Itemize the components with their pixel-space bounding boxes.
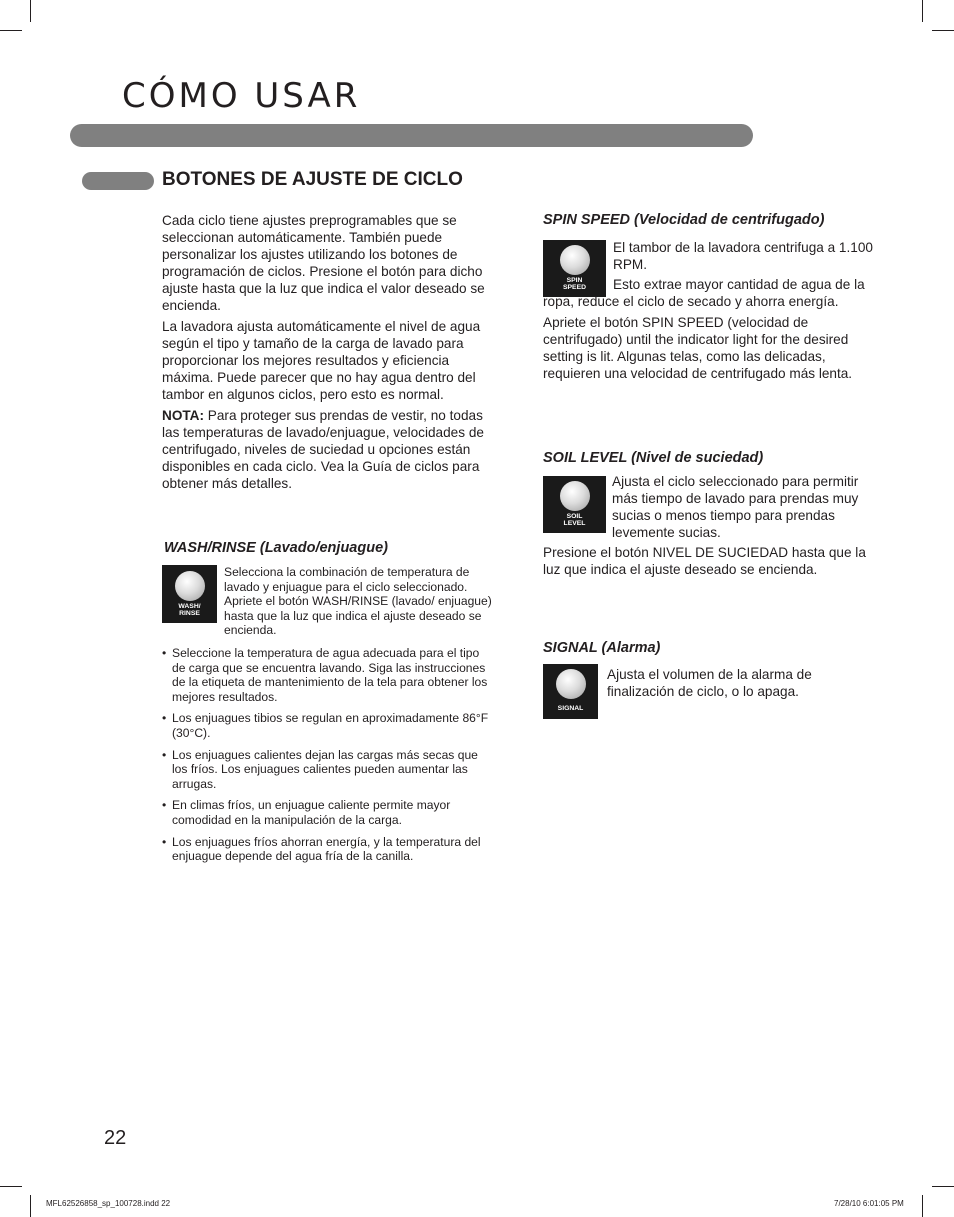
signal-description: Ajusta el volumen de la alarma de finalización de ciclo, o lo apaga.: [607, 667, 812, 699]
crop-mark: [922, 1195, 923, 1217]
crop-mark: [922, 0, 923, 22]
section-marker: [82, 172, 154, 190]
header-bar: [70, 124, 753, 147]
spin-speed-paragraph-1: El tambor de la lavadora centrifuga a 1.100 RPM.: [613, 240, 873, 272]
wash-rinse-button: [162, 565, 217, 623]
signal-button: [543, 664, 598, 719]
section-title: BOTONES DE AJUSTE DE CICLO: [162, 169, 463, 190]
signal-button-label: SIGNAL: [557, 705, 584, 712]
note-label: NOTA:: [162, 408, 205, 423]
crop-mark: [0, 1186, 22, 1187]
crop-mark: [932, 30, 954, 31]
intro-text: [162, 212, 502, 492]
list-item: • Los enjuagues tibios se regulan en aproximadamente 86°F (30°C).: [162, 711, 496, 740]
page-title: CÓMO USAR: [122, 76, 361, 116]
spin-speed-paragraph-2: Esto extrae mayor cantidad de agua de la ropa, reduce el ciclo de secado y ahorra energía.: [543, 277, 865, 309]
list-item: • Seleccione la temperatura de agua adecuada para el tipo de carga que se encuentra lavando. Siga las instrucciones de la etiqueta de mantenimiento de la tela para obtener los mejores resultados.: [162, 646, 496, 704]
knob-icon: [556, 669, 586, 699]
intro-paragraph-2: La lavadora ajusta automáticamente el nivel de agua según el tipo y tamaño de la carga de lavado para proporcionar los mejores resultados y eficiencia máxima. Puede parecer que no hay agua dentro del tambor en algunos ciclos, pero esto es normal.: [162, 319, 481, 402]
note-text: Para proteger sus prendas de vestir, no todas las temperaturas de lavado/enjuague, velocidades de centrifugado, niveles de suciedad u opciones están disponibles en cada ciclo. Vea la Guía de ciclos para obtener más detalles.: [162, 408, 484, 491]
soil-level-heading: SOIL LEVEL (Nivel de suciedad): [543, 450, 764, 466]
wash-rinse-bullets: [162, 646, 496, 871]
soil-level-description: Ajusta el ciclo seleccionado para permitir más tiempo de lavado para prendas muy sucias o menos tiempo para prendas levemente sucias.: [612, 474, 859, 540]
spin-speed-text: [543, 239, 873, 382]
list-item: • Los enjuagues calientes dejan las cargas más secas que los fríos. Los enjuagues calientes pueden aumentar las arrugas.: [162, 748, 496, 792]
spin-speed-button-label: SPIN SPEED: [562, 277, 587, 292]
crop-mark: [932, 1186, 954, 1187]
crop-mark: [30, 1195, 31, 1217]
list-item: • En climas fríos, un enjuague caliente permite mayor comodidad en la manipulación de la carga.: [162, 798, 496, 827]
soil-level-button-label: SOIL LEVEL: [563, 513, 586, 528]
crop-mark: [30, 0, 31, 22]
soil-level-button: [543, 476, 606, 533]
wash-rinse-button-label: WASH/ RINSE: [178, 603, 201, 618]
knob-icon: [560, 481, 590, 511]
intro-note: [162, 407, 502, 492]
wash-rinse-description: Selecciona la combinación de temperatura de lavado y enjuague para el ciclo seleccionado. Apriete el botón WASH/RINSE (lavado/ enjuague) hasta que la luz que indica el ajuste deseado se encienda.: [224, 565, 492, 638]
intro-paragraph-1: Cada ciclo tiene ajustes preprogramables que se seleccionan automáticamente. También puede personalizar los ajustes utilizando los botones de programación de ciclos. Presione el botón para dicho ajuste hasta que la luz que indica el valor deseado se encienda.: [162, 213, 485, 313]
page-number: 22: [104, 1127, 127, 1149]
spin-speed-paragraph-3: Apriete el botón SPIN SPEED (velocidad de centrifugado) until the indicator light for the desired setting is lit. Algunas telas, como las delicadas, requieren una velocidad de centrifugado más lenta.: [543, 315, 853, 381]
crop-mark: [0, 30, 22, 31]
spin-speed-heading: SPIN SPEED (Velocidad de centrifugado): [543, 212, 825, 228]
signal-heading: SIGNAL (Alarma): [543, 640, 661, 656]
soil-level-paragraph-2: Presione el botón NIVEL DE SUCIEDAD hasta que la luz que indica el ajuste deseado se encienda.: [543, 545, 866, 577]
wash-rinse-heading: WASH/RINSE (Lavado/enjuague): [164, 540, 388, 556]
knob-icon: [175, 571, 205, 601]
list-item: • Los enjuagues fríos ahorran energía, y la temperatura del enjuague depende del agua fría de la canilla.: [162, 835, 496, 864]
file-info: MFL62526858_sp_100728.indd 22: [46, 1199, 171, 1208]
print-timestamp: 7/28/10 6:01:05 PM: [834, 1199, 904, 1208]
